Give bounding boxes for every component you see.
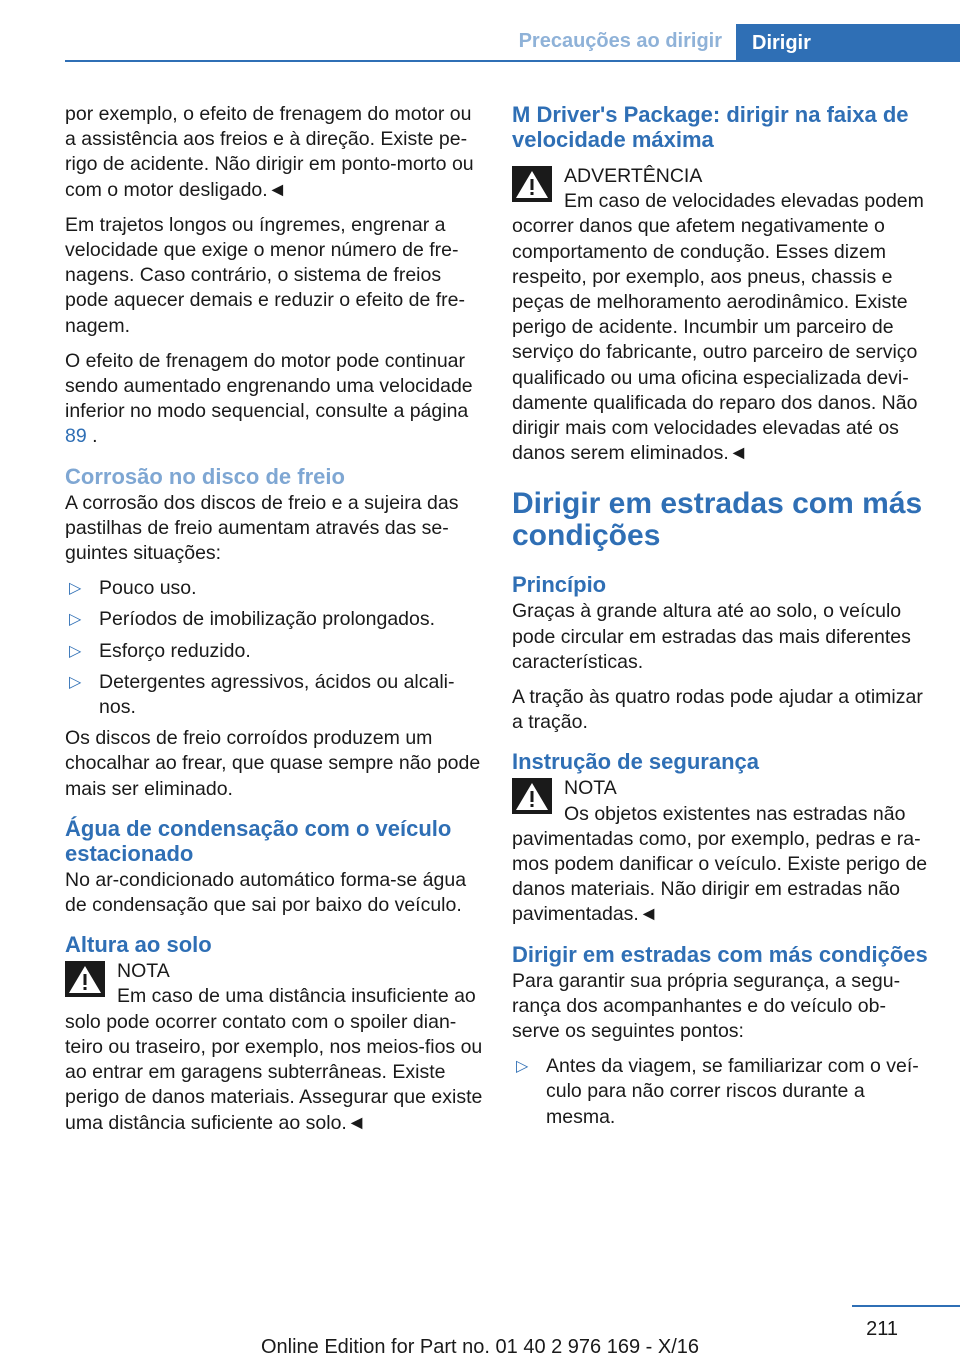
heading-instrucao: Instrução de segurança xyxy=(512,749,759,775)
triangle-bullet-icon: ▷ xyxy=(69,642,82,660)
heading-agua: Água de condensação com o veículo estacionado xyxy=(65,815,452,866)
note-text: Os objetos existentes nas estradas não pavimentadas como, por exemplo, pedras e ra- mos podem danificar o veículo. Existe perigo de danos materiais. Não dirigir em estradas não pavimentadas.◄ xyxy=(512,802,928,926)
list-item: ▷ Esforço reduzido. xyxy=(65,639,483,664)
page-number: 211 xyxy=(866,1318,898,1340)
paragraph: por exemplo, o efeito de frenagem do motor ou a assistência aos freios e à direção. Existe pe- rigo de acidente. Não dirigir em ponto-morto ou com o motor desligado.◄ xyxy=(65,103,474,201)
bullet-list xyxy=(512,1054,930,1130)
left-column xyxy=(65,102,483,1146)
edition-footer: Online Edition for Part no. 01 40 2 976 169 - X/16 xyxy=(260,1336,700,1358)
page-link[interactable]: 89 xyxy=(65,425,87,448)
note-text: Em caso de uma distância insuficiente ao solo pode ocorrer contato com o spoiler dian- teiro ou traseiro, por exemplo, nos meios-fios ou ao entrar em garagens subterrâneas. Existe perigo de danos materiais. Assegurar que existe uma distância suficiente ao solo.◄ xyxy=(65,985,483,1134)
footer-rule xyxy=(852,1305,960,1307)
triangle-bullet-icon: ▷ xyxy=(69,611,82,629)
heading-m-driver: M Driver's Package: dirigir na faixa de velocidade máxima xyxy=(512,102,909,152)
note-box xyxy=(512,776,930,927)
triangle-bullet-icon: ▷ xyxy=(69,580,82,598)
list-item: ▷ Antes da viagem, se familiarizar com o veí- culo para não correr riscos durante a mesma. xyxy=(516,1055,919,1128)
list-item: ▷ Períodos de imobilização prolongados. xyxy=(65,607,483,632)
heading-principio: Princípio xyxy=(512,572,607,598)
triangle-bullet-icon: ▷ xyxy=(516,1058,529,1076)
warning-triangle-icon xyxy=(512,166,552,202)
header-chapter-tab: Dirigir xyxy=(736,24,960,62)
warning-label: ADVERTÊNCIA xyxy=(564,165,703,187)
paragraph: Graças à grande altura até ao solo, o veículo pode circular em estradas das mais diferentes características. xyxy=(512,600,911,673)
paragraph: Para garantir sua própria segurança, a segu- rança dos acompanhantes e do veículo ob- serve os seguintes pontos: xyxy=(512,969,901,1043)
list-item: ▷ Detergentes agressivos, ácidos ou alcali- nos. xyxy=(69,670,455,719)
paragraph: A corrosão dos discos de freio e a sujeira das pastilhas de freio aumentam através das se- guintes situações: xyxy=(65,491,459,565)
header-section-title: Precauções ao dirigir xyxy=(518,30,722,52)
paragraph: O efeito de frenagem do motor pode continuar sendo aumentado engrenando uma velocidade inferior no modo sequencial, consulte a página 89 . xyxy=(65,349,473,448)
note-label: NOTA xyxy=(117,960,170,983)
heading-big: Dirigir em estradas com más condições xyxy=(512,487,923,553)
warning-text: Em caso de velocidades elevadas podem ocorrer danos que afetem negativamente o comportamento de condução. Esses dizem respeito, por exemplo, aos pneus, chassis e peças de melhoramento aerodinâmico. Existe perigo de acidente. Incumbir um parceiro de serviço do fabricante, outro parceiro de serviço qualificado ou uma oficina especializada devi- damente qualificada do reparo dos danos. Não dirigir mais com velocidades elevadas até os danos serem eliminados.◄ xyxy=(512,190,924,465)
warning-box xyxy=(512,164,930,466)
paragraph: No ar-condicionado automático forma-se água de condensação que sai por baixo do veículo. xyxy=(65,868,467,917)
list-item: ▷ Pouco uso. xyxy=(65,576,483,601)
triangle-bullet-icon: ▷ xyxy=(69,673,82,691)
page-header xyxy=(0,24,960,62)
note-label: NOTA xyxy=(564,777,617,800)
heading-altura: Altura ao solo xyxy=(65,932,212,958)
paragraph: Os discos de freio corroídos produzem um chocalhar ao frear, que quase sempre não pode mais ser eliminado. xyxy=(65,727,481,800)
warning-triangle-icon xyxy=(65,961,105,997)
warning-triangle-icon xyxy=(512,778,552,814)
bullet-list xyxy=(65,576,483,720)
note-box xyxy=(65,959,483,1135)
paragraph: A tração às quatro rodas pode ajudar a otimizar a tração. xyxy=(512,686,923,734)
right-column xyxy=(512,102,930,1136)
paragraph: Em trajetos longos ou íngremes, engrenar a velocidade que exige o menor número de fre- nagens. Caso contrário, o sistema de freios pode aquecer demais e reduzir o efeito de fre- nagem. xyxy=(65,213,465,337)
heading-dirigir: Dirigir em estradas com más condições xyxy=(512,941,928,967)
heading-corrosao: Corrosão no disco de freio xyxy=(65,463,345,489)
